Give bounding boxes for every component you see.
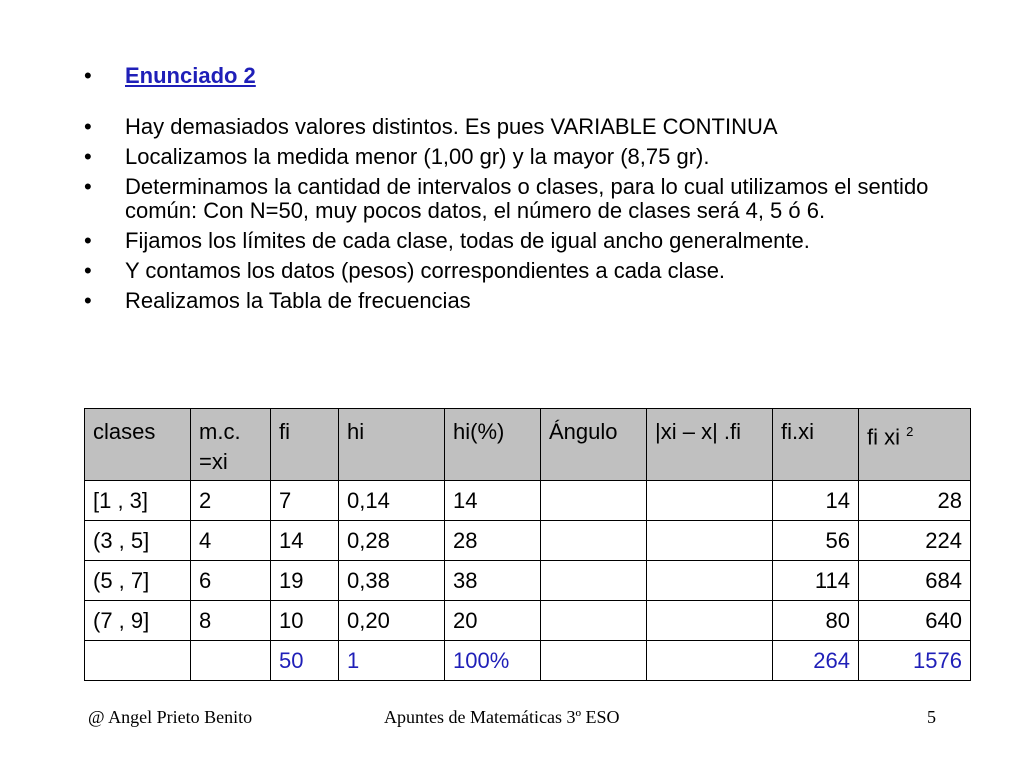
total-fi-xi: 264 bbox=[773, 641, 859, 681]
cell-fi-xi: 56 bbox=[773, 521, 859, 561]
table-header-row bbox=[85, 409, 971, 481]
cell-hi: 0,38 bbox=[339, 561, 445, 601]
table-row bbox=[85, 601, 971, 641]
cell-fi: 19 bbox=[271, 561, 339, 601]
cell-fi-xi2: 640 bbox=[859, 601, 971, 641]
header-fi: fi bbox=[271, 409, 339, 481]
cell-deviation bbox=[647, 561, 773, 601]
bullet-item bbox=[84, 175, 984, 223]
bullet-dot: • bbox=[84, 258, 92, 283]
bullet-text: Realizamos la Tabla de frecuencias bbox=[125, 288, 471, 313]
cell-clase: (7 , 9] bbox=[85, 601, 191, 641]
cell-fi: 14 bbox=[271, 521, 339, 561]
bullet-dot: • bbox=[84, 228, 92, 253]
bullet-item bbox=[84, 145, 984, 169]
cell-fi: 10 bbox=[271, 601, 339, 641]
bullet-item bbox=[84, 289, 984, 313]
cell-mc: 4 bbox=[191, 521, 271, 561]
cell-hi-percent: 28 bbox=[445, 521, 541, 561]
cell-clase: [1 , 3] bbox=[85, 481, 191, 521]
total-fi-xi2: 1576 bbox=[859, 641, 971, 681]
cell-angulo bbox=[541, 561, 647, 601]
cell-angulo bbox=[541, 601, 647, 641]
table-row bbox=[85, 481, 971, 521]
bullet-text: Determinamos la cantidad de intervalos o clases, para lo cual utilizamos el sentido común: Con N=50, muy pocos datos, el número de clases será 4, 5 ó 6. bbox=[125, 174, 929, 223]
bullet-item bbox=[84, 229, 984, 253]
header-fi-xi2-base: fi xi bbox=[867, 424, 900, 450]
header-deviation: |xi – x| .fi bbox=[647, 409, 773, 481]
cell-hi-percent: 20 bbox=[445, 601, 541, 641]
header-fi-xi2 bbox=[859, 409, 971, 481]
cell-hi: 0,20 bbox=[339, 601, 445, 641]
bullet-text: Fijamos los límites de cada clase, todas de igual ancho generalmente. bbox=[125, 228, 810, 253]
cell-deviation bbox=[647, 481, 773, 521]
table-row bbox=[85, 521, 971, 561]
footer-page-number: 5 bbox=[927, 707, 936, 727]
header-angulo: Ángulo bbox=[541, 409, 647, 481]
total-clase bbox=[85, 641, 191, 681]
cell-hi-percent: 14 bbox=[445, 481, 541, 521]
cell-fi-xi: 14 bbox=[773, 481, 859, 521]
cell-hi: 0,28 bbox=[339, 521, 445, 561]
header-fi-xi: fi.xi bbox=[773, 409, 859, 481]
cell-fi-xi: 80 bbox=[773, 601, 859, 641]
bullet-dot: • bbox=[84, 174, 92, 199]
table-totals-row bbox=[85, 641, 971, 681]
bullet-item bbox=[84, 115, 984, 139]
cell-fi: 7 bbox=[271, 481, 339, 521]
cell-clase: (5 , 7] bbox=[85, 561, 191, 601]
bullet-dot: • bbox=[84, 288, 92, 313]
cell-mc: 8 bbox=[191, 601, 271, 641]
table-row bbox=[85, 561, 971, 601]
total-hi-percent: 100% bbox=[445, 641, 541, 681]
bullet-list bbox=[84, 64, 984, 313]
header-clases: clases bbox=[85, 409, 191, 481]
cell-angulo bbox=[541, 481, 647, 521]
footer-author: @ Angel Prieto Benito bbox=[88, 707, 253, 727]
cell-clase: (3 , 5] bbox=[85, 521, 191, 561]
cell-fi-xi: 114 bbox=[773, 561, 859, 601]
cell-hi: 0,14 bbox=[339, 481, 445, 521]
cell-angulo bbox=[541, 521, 647, 561]
total-deviation bbox=[647, 641, 773, 681]
bullet-dot: • bbox=[84, 63, 92, 88]
header-mc: m.c. =xi bbox=[191, 409, 271, 481]
slide-title[interactable]: Enunciado 2 bbox=[125, 63, 256, 88]
header-fi-xi2-exponent: 2 bbox=[906, 424, 914, 439]
cell-fi-xi2: 684 bbox=[859, 561, 971, 601]
cell-deviation bbox=[647, 521, 773, 561]
bullet-text: Localizamos la medida menor (1,00 gr) y la mayor (8,75 gr). bbox=[125, 144, 710, 169]
total-mc bbox=[191, 641, 271, 681]
bullet-dot: • bbox=[84, 144, 92, 169]
header-hi: hi bbox=[339, 409, 445, 481]
total-angulo bbox=[541, 641, 647, 681]
bullet-text: Y contamos los datos (pesos) correspondientes a cada clase. bbox=[125, 258, 726, 283]
cell-mc: 2 bbox=[191, 481, 271, 521]
cell-mc: 6 bbox=[191, 561, 271, 601]
bullet-title bbox=[84, 64, 984, 88]
bullet-item bbox=[84, 259, 984, 283]
cell-fi-xi2: 28 bbox=[859, 481, 971, 521]
cell-fi-xi2: 224 bbox=[859, 521, 971, 561]
footer-subject: Apuntes de Matemáticas 3º ESO bbox=[384, 707, 620, 727]
total-fi: 50 bbox=[271, 641, 339, 681]
cell-hi-percent: 38 bbox=[445, 561, 541, 601]
total-hi: 1 bbox=[339, 641, 445, 681]
frequency-table bbox=[84, 408, 971, 681]
bullet-dot: • bbox=[84, 114, 92, 139]
bullet-text: Hay demasiados valores distintos. Es pues VARIABLE CONTINUA bbox=[125, 114, 778, 139]
cell-deviation bbox=[647, 601, 773, 641]
header-hi-percent: hi(%) bbox=[445, 409, 541, 481]
